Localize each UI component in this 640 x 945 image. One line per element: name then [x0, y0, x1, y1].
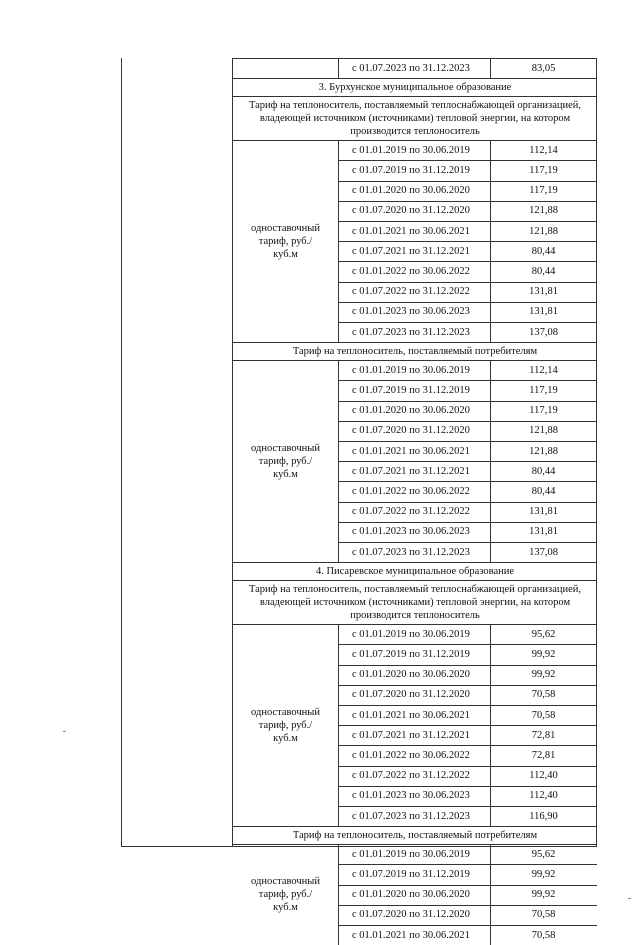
value-cell: 112,40 [529, 790, 558, 802]
period-cell: с 01.01.2019 по 30.06.2019 [352, 144, 470, 156]
value-cell: 80,44 [531, 245, 556, 257]
period-cell: с 01.07.2021 по 31.12.2021 [352, 465, 470, 477]
value-cell: 131,81 [529, 526, 558, 538]
period-cell: с 01.07.2020 по 31.12.2020 [352, 425, 470, 437]
value-cell: 121,88 [529, 225, 558, 237]
section-title: 3. Бурхунское муниципальное образование [318, 81, 512, 93]
period-cell: с 01.07.2020 по 31.12.2020 [352, 689, 470, 701]
value-cell: 80,44 [531, 465, 556, 477]
period-cell: с 01.01.2020 по 30.06.2020 [352, 889, 470, 901]
period-cell: с 01.01.2020 по 30.06.2020 [352, 669, 470, 681]
block-heading: Тариф на теплоноситель, поставляемый теплоснабжающей организацией, владеющей источником (источниками) тепловой энергии, на котором производится теплоноситель [248, 99, 582, 137]
period-cell: с 01.01.2022 по 30.06.2022 [352, 485, 470, 497]
period-cell: с 01.01.2020 по 30.06.2020 [352, 185, 470, 197]
section-title: 4. Писаревское муниципальное образование [315, 565, 515, 577]
scan-speck [628, 898, 631, 899]
period-cell: с 01.07.2023 по 31.12.2023 [352, 326, 470, 338]
period-cell: с 01.07.2020 по 31.12.2020 [352, 205, 470, 217]
period-cell: с 01.01.2019 по 30.06.2019 [352, 364, 470, 376]
period-cell: с 01.01.2019 по 30.06.2019 [352, 628, 470, 640]
value-cell: 121,88 [529, 425, 558, 437]
scan-speck [63, 731, 66, 732]
value-cell: 99,92 [531, 889, 556, 901]
period-cell: с 01.01.2019 по 30.06.2019 [352, 848, 470, 860]
period-cell: с 01.07.2019 по 31.12.2019 [352, 384, 470, 396]
period-cell: с 01.01.2023 по 30.06.2023 [352, 790, 470, 802]
tariff-label: одноставочный тариф, руб./куб.м [251, 442, 320, 480]
value-cell: 99,92 [531, 669, 556, 681]
period-cell: с 01.07.2019 по 31.12.2019 [352, 868, 470, 880]
period-cell: с 01.01.2021 по 30.06.2021 [352, 709, 470, 721]
value-cell: 131,81 [529, 506, 558, 518]
period-cell: с 01.07.2022 по 31.12.2022 [352, 506, 470, 518]
value-cell: 99,92 [531, 648, 556, 660]
value-cell: 95,62 [531, 628, 556, 640]
value-cell: 131,81 [529, 306, 558, 318]
period-cell: с 01.07.2023 по 31.12.2023 [352, 546, 470, 558]
value-cell: 83,05 [531, 62, 556, 74]
value-cell: 99,92 [531, 868, 556, 880]
value-cell: 80,44 [531, 485, 556, 497]
value-cell: 80,44 [531, 265, 556, 277]
value-cell: 112,14 [529, 144, 558, 156]
period-cell: с 01.07.2021 по 31.12.2021 [352, 245, 470, 257]
value-cell: 72,81 [531, 749, 556, 761]
value-cell: 112,40 [529, 770, 558, 782]
value-cell: 70,58 [531, 929, 556, 941]
period-cell: с 01.07.2019 по 31.12.2019 [352, 648, 470, 660]
value-cell: 131,81 [529, 286, 558, 298]
block-heading: Тариф на теплоноситель, поставляемый потребителям [292, 345, 538, 357]
value-cell: 117,19 [529, 185, 558, 197]
period-cell: с 01.01.2021 по 30.06.2021 [352, 225, 470, 237]
period-cell: с 01.07.2023 по 31.12.2023 [352, 810, 470, 822]
period-cell: с 01.07.2023 по 31.12.2023 [352, 62, 470, 74]
period-cell: с 01.01.2023 по 30.06.2023 [352, 526, 470, 538]
period-cell: с 01.01.2021 по 30.06.2021 [352, 929, 470, 941]
value-cell: 70,58 [531, 709, 556, 721]
period-cell: с 01.07.2020 по 31.12.2020 [352, 909, 470, 921]
value-cell: 95,62 [531, 848, 556, 860]
value-cell: 121,88 [529, 445, 558, 457]
period-cell: с 01.07.2022 по 31.12.2022 [352, 286, 470, 298]
period-cell: с 01.01.2023 по 30.06.2023 [352, 306, 470, 318]
value-cell: 117,19 [529, 384, 558, 396]
period-cell: с 01.01.2022 по 30.06.2022 [352, 749, 470, 761]
value-cell: 137,08 [529, 546, 558, 558]
tariff-label: одноставочный тариф, руб./куб.м [251, 876, 320, 914]
period-cell: с 01.01.2020 по 30.06.2020 [352, 405, 470, 417]
period-cell: с 01.07.2021 по 31.12.2021 [352, 729, 470, 741]
block-heading: Тариф на теплоноситель, поставляемый потребителям [292, 829, 538, 841]
period-cell: с 01.01.2022 по 30.06.2022 [352, 265, 470, 277]
value-cell: 70,58 [531, 909, 556, 921]
block-heading: Тариф на теплоноситель, поставляемый теплоснабжающей организацией, владеющей источником (источниками) тепловой энергии, на котором производится теплоноситель [248, 583, 582, 621]
tariff-label: одноставочный тариф, руб./куб.м [251, 222, 320, 260]
value-cell: 117,19 [529, 405, 558, 417]
value-cell: 70,58 [531, 689, 556, 701]
tariff-label: одноставочный тариф, руб./куб.м [251, 706, 320, 744]
period-cell: с 01.07.2022 по 31.12.2022 [352, 770, 470, 782]
value-cell: 137,08 [529, 326, 558, 338]
value-cell: 72,81 [531, 729, 556, 741]
period-cell: с 01.01.2021 по 30.06.2021 [352, 445, 470, 457]
value-cell: 116,90 [529, 810, 558, 822]
period-cell: с 01.07.2019 по 31.12.2019 [352, 164, 470, 176]
value-cell: 117,19 [529, 164, 558, 176]
value-cell: 121,88 [529, 205, 558, 217]
value-cell: 112,14 [529, 364, 558, 376]
